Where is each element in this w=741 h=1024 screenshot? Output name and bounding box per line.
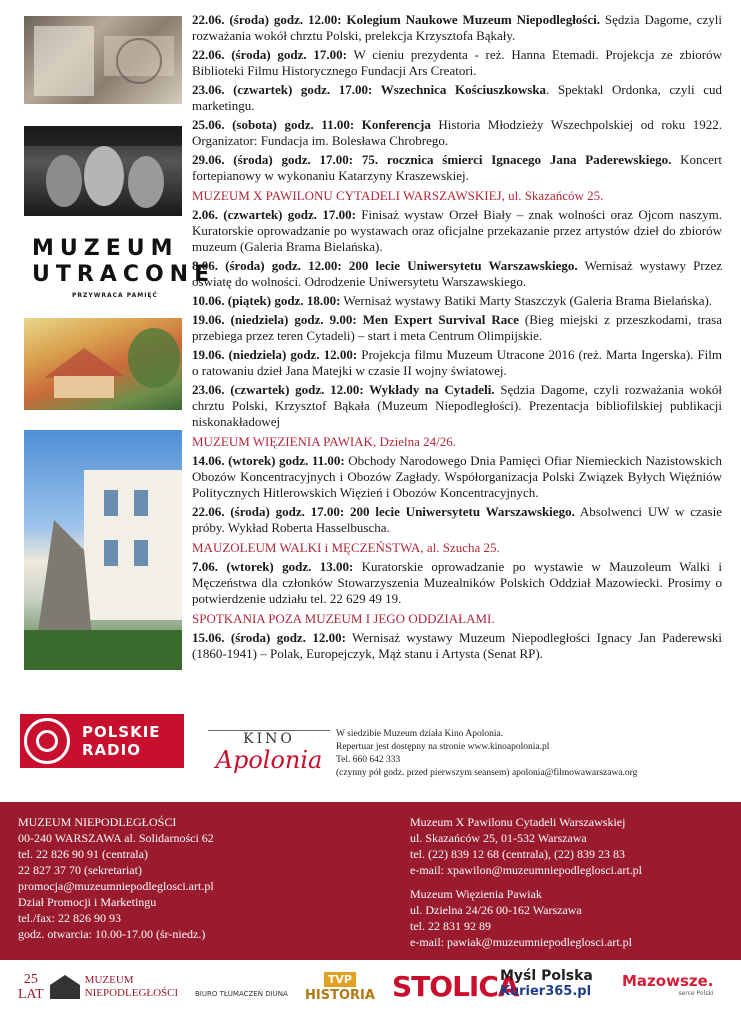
event-description: Kuratorskie oprowadzanie po wystawie w Mauzoleum Walki i Męczeństwa dla członków Stowarzyszenia Muzealników Polskich Oddział Mazowiecki. Prosimy o potwierdzenie udziału tel. 22 629 49 19. (192, 559, 722, 606)
logo-line-1: MUZEUM (32, 236, 179, 261)
kino-info-line: (czynny pół godz. przed pierwszym seansem) apolonia@filmowawarszawa.org (336, 768, 638, 778)
footer-fax: tel./fax: 22 826 90 93 (18, 911, 121, 925)
event-entry (192, 152, 722, 184)
event-entry (192, 117, 722, 149)
program-content (192, 12, 722, 665)
footer-pawiak-email-link[interactable]: e-mail: pawiak@muzeumniepodleglosci.art.pl (410, 935, 632, 949)
entries-x-pawilon (192, 207, 722, 430)
mysl-polska-logo: Myśl Polska (500, 968, 593, 984)
logo-lat: LAT (18, 987, 44, 1002)
kino-info-line: W siedzibie Muzeum działa Kino Apolonia. (336, 729, 504, 739)
footer-x-pawilon-address: ul. Skazańców 25, 01-532 Warszawa (410, 831, 587, 845)
event-date-title: 23.06. (czwartek) godz. 17.00: Wszechnica Kościuszkowska (192, 82, 547, 97)
logo-tagline: PRZYWRACA PAMIĘĆ (72, 292, 158, 299)
event-entry (192, 630, 722, 662)
historia-label: HISTORIA (305, 988, 375, 1003)
event-date-title: 2.06. (czwartek) godz. 17.00: (192, 207, 356, 222)
kino-label: KINO (208, 730, 330, 747)
event-date-title: 22.06. (środa) godz. 17.00: (192, 47, 347, 62)
radio-line-1: POLSKIE (82, 723, 161, 741)
muzeum-niepodleglosci-logo (18, 972, 178, 1002)
event-date-title: 23.06. (czwartek) godz. 12.00: Wykłady na Cytadeli. (192, 382, 495, 397)
polskie-radio-logo (20, 714, 184, 768)
event-date-title: 22.06. (środa) godz. 17.00: 200 lecie Uniwersytetu Warszawskiego. (192, 504, 575, 519)
sponsor-logos-bar (0, 964, 741, 1024)
event-entry (192, 312, 722, 344)
event-entry (192, 347, 722, 379)
event-description: Obchody Narodowego Dnia Pamięci Ofiar Niemieckich Nazistowskich Obozów Koncentracyjnych i Obozów Zagłady. Współorganizacja Polski Związek Byłych Więźniów Politycznych Hitlerowskich Więzień i Obozów Koncentracyjnych. (192, 453, 722, 500)
radio-line-2: RADIO (82, 741, 141, 759)
landscape-illustration (24, 318, 182, 410)
footer-museum-name: MUZEUM NIEPODLEGŁOŚCI (18, 815, 177, 829)
event-date-title: 14.06. (wtorek) godz. 11.00: (192, 453, 345, 468)
archival-photo-documents (24, 16, 182, 104)
group-figures-illustration (24, 126, 182, 216)
mazowsze-sub: serce Polski (678, 990, 714, 997)
biuro-diuna-logo: BIURO TŁUMACZEŃ DIUNA (195, 990, 288, 998)
footer-email-link[interactable]: promocja@muzeumniepodleglosci.art.pl (18, 879, 214, 893)
kurier365-logo: Kurier365.pl (500, 984, 592, 999)
event-description: Sędzia Dagome, czyli rozważania wokół chrztu Polski, Krzysztof Bąkała (Muzeum Niepodległości). Prezentacja bibliofilskiej publikacji niskonakładowej (192, 382, 722, 429)
footer-x-pawilon-phone: tel. (22) 839 12 68 (centrala), (22) 839 23 83 (410, 847, 625, 861)
event-description: Historia Młodzieży Wszechpolskiej od roku 1922. Organizator: Fundacja im. Bolesława Chrobrego. (192, 117, 722, 148)
event-entry (192, 559, 722, 607)
event-date-title: 19.06. (niedziela) godz. 9.00: Men Expert Survival Race (192, 312, 519, 327)
event-entry (192, 47, 722, 79)
event-description: (Bieg miejski z przeszkodami, trasa przebiega przez teren Cytadeli) – start i meta Centrum Olimpijskie. (192, 312, 722, 343)
historical-group-photo (24, 126, 182, 216)
footer-x-pawilon-name: Muzeum X Pawilonu Cytadeli Warszawskiej (410, 815, 626, 829)
event-entry (192, 258, 722, 290)
event-description: Absolwenci UW w czasie próby. Wykład Roberta Hasselbuscha. (192, 504, 722, 535)
logo-niepodleglosci: NIEPODLEGŁOŚCI (84, 987, 179, 999)
mazowsze-label: Mazowsze. (622, 972, 714, 990)
event-date-title: 22.06. (środa) godz. 12.00: Kolegium Naukowe Muzeum Niepodległości. (192, 12, 600, 27)
section-heading-pawiak: MUZEUM WIĘZIENIA PAWIAK, Dzielna 24/26. (192, 434, 456, 449)
logo-years: 25 (23, 972, 38, 987)
muzeum-utracone-logo (32, 236, 216, 306)
entries-outside (192, 630, 722, 662)
radio-circles-icon (24, 718, 70, 764)
footer-phone-secretary: 22 827 37 70 (sekretariat) (18, 863, 142, 877)
event-entry (192, 382, 722, 430)
event-description: Wernisaż wystawy Batiki Marty Staszczyk (Galeria Brama Bielańska). (340, 293, 713, 308)
event-description: . Spektakl Ordonka, czyli cud marketingu. (192, 82, 723, 113)
painting-landscape-photo (24, 318, 182, 410)
building-illustration (24, 430, 182, 670)
event-date-title: 8.06. (środa) godz. 12.00: 200 lecie Uniwersytetu Warszawskiego. (192, 258, 578, 273)
event-entry (192, 207, 722, 255)
event-description: Wernisaż wystawy Przez oświatę do wolności. Odrodzenie Uniwersytetu Warszawskiego. (192, 258, 723, 289)
footer-branches (410, 814, 730, 950)
section-heading-outside: SPOTKANIA POZA MUZEUM I JEGO ODDZIAŁAMI. (192, 611, 495, 626)
kino-apolonia-logo (208, 722, 330, 782)
entries-mauzoleum (192, 559, 722, 607)
footer-hours: godz. otwarcia: 10.00-17.00 (śr-niedz.) (18, 927, 206, 941)
footer-pawiak-phone: tel. 22 831 92 89 (410, 919, 491, 933)
logo-line-2: UTRACONE (32, 262, 216, 287)
event-description: Finisaż wystaw Orzeł Biały – znak wolności oraz Ojcom naszym. Kuratorskie oprowadzanie po wystawach oraz oficjalne przekazanie przez artystów dzieł do zbiorów muzeum (Galeria Brama Bielańska). (192, 207, 722, 254)
event-description: W cieniu prezydenta - reż. Hanna Etemadi. Projekcja ze zbiorów Biblioteki Filmu Historycznego Fundacji Ars Creatori. (192, 47, 723, 78)
contact-footer (0, 802, 741, 960)
event-date-title: 19.06. (niedziela) godz. 12.00: (192, 347, 358, 362)
event-entry (192, 504, 722, 536)
entries-main-museum (192, 12, 722, 184)
event-date-title: 10.06. (piątek) godz. 18.00: (192, 293, 341, 308)
footer-pawiak-name: Muzeum Więzienia Pawiak (410, 887, 542, 901)
logo-muzeum: MUZEUM (84, 974, 134, 986)
event-description: Sędzia Dagome, czyli rozważania wokół chrztu Polski, prelekcja Krzysztofa Bąkały. (192, 12, 722, 43)
tvp-label: TVP (324, 972, 356, 987)
museum-building-photo (24, 430, 182, 670)
section-heading-mauzoleum: MAUZOLEUM WALKI i MĘCZEŃSTWA, al. Szucha 25. (192, 540, 500, 555)
event-date-title: 15.06. (środa) godz. 12.00: (192, 630, 346, 645)
event-description: Wernisaż wystawy Muzeum Niepodległości Ignacy Jan Paderewski (1860-1941) – Polak, Europejczyk, Mąż stanu i Artysta (Senat RP). (192, 630, 722, 661)
stolica-logo: STOLICA (392, 970, 519, 1003)
event-entry (192, 293, 722, 309)
section-heading-x-pawilon: MUZEUM X PAWILONU CYTADELI WARSZAWSKIEJ, ul. Skazańców 25. (192, 188, 604, 203)
footer-phone: tel. 22 826 90 91 (centrala) (18, 847, 148, 861)
kino-info (336, 728, 696, 780)
mysl-kurier-logos (500, 968, 593, 999)
tvp-historia-logo (305, 970, 375, 1003)
documents-illustration (24, 16, 182, 104)
museum-building-icon (48, 973, 82, 1001)
footer-x-pawilon-email-link[interactable]: e-mail: xpawilon@muzeumniepodleglosci.art.pl (410, 863, 642, 877)
event-entry (192, 12, 722, 44)
footer-department: Dział Promocji i Marketingu (18, 895, 157, 909)
entries-pawiak (192, 453, 722, 536)
kino-info-line: Repertuar jest dostępny na stronie www.kinoapolonia.pl (336, 742, 550, 752)
event-description: Projekcja filmu Muzeum Utracone 2016 (reż. Marta Ingerska). Film o ratowaniu dzieł Jana Matejki w czasie II wojny światowej. (192, 347, 723, 378)
kino-info-line: Tel. 660 642 333 (336, 755, 401, 765)
event-date-title: 25.06. (sobota) godz. 11.00: Konferencja (192, 117, 431, 132)
mazowsze-logo (622, 972, 713, 997)
event-date-title: 29.06. (środa) godz. 17.00: 75. rocznica śmierci Ignacego Jana Paderewskiego. (192, 152, 672, 167)
footer-pawiak-address: ul. Dzielna 24/26 00-162 Warszawa (410, 903, 582, 917)
footer-main-museum (18, 814, 378, 942)
event-description: Koncert fortepianowy w wykonaniu Katarzyny Kraszewskiej. (192, 152, 722, 183)
event-date-title: 7.06. (wtorek) godz. 13.00: (192, 559, 354, 574)
event-entry (192, 453, 722, 501)
event-entry (192, 82, 722, 114)
footer-address: 00-240 WARSZAWA al. Solidarności 62 (18, 831, 214, 845)
kino-name: Apolonia (215, 746, 323, 774)
